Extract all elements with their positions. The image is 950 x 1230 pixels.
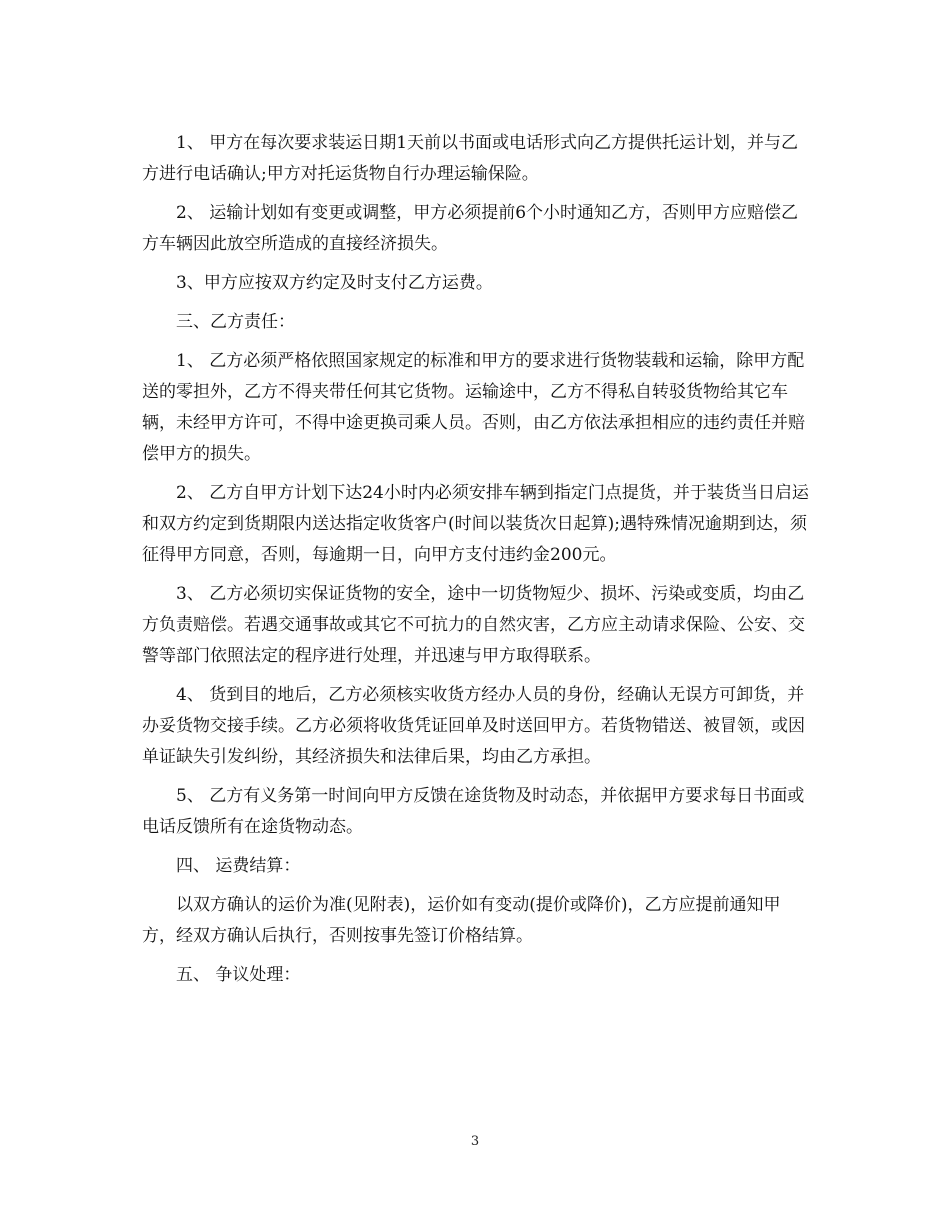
paragraph-receipt-verification: 4、 货到目的地后，乙方必须核实收货方经办人员的身份，经确认无误方可卸货，并办妥货物交接手续。乙方必须将收货凭证回单及时送回甲方。若货物错送、被冒领，或因单证缺失引发纠纷，其经济损失和法律后果，均由乙方承担。 bbox=[142, 685, 805, 767]
paragraph-loading-transport: 1、 乙方必须严格依照国家规定的标准和甲方的要求进行货物装载和运输，除甲方配送的零担外，乙方不得夹带任何其它货物。运输途中，乙方不得私自转驳货物给其它车辆，未经甲方许可，不得中途更换司乘人员。否则，由乙方依法承担相应的违约责任并赔偿甲方的损失。 bbox=[142, 351, 805, 464]
paragraph-rate-basis: 以双方确认的运价为准(见附表)，运价如有变动(提价或降价)，乙方应提前通知甲方，经双方确认后执行，否则按事先签订价格结算。 bbox=[142, 895, 781, 946]
page-number: 3 bbox=[470, 1134, 480, 1149]
paragraph-status-feedback: 5、 乙方有义务第一时间向甲方反馈在途货物及时动态，并依据甲方要求每日书面或电话反馈所有在途货物动态。 bbox=[142, 786, 805, 837]
paragraph-cargo-safety: 3、 乙方必须切实保证货物的安全，途中一切货物短少、损坏、污染或变质，均由乙方负责赔偿。若遇交通事故或其它不可抗力的自然灾害，乙方应主动请求保险、公安、交警等部门依照法定的程序进行处理，并迅速与甲方取得联系。 bbox=[142, 584, 805, 666]
section-heading-party-b-duties: 三、乙方责任： bbox=[176, 312, 295, 332]
section-heading-freight-settlement: 四、 运费结算： bbox=[176, 856, 301, 876]
paragraph-pickup-delivery: 2、 乙方自甲方计划下达24小时内必须安排车辆到指定门点提货，并于装货当日启运和双方约定到货期限内送达指定收货客户(时间以装货次日起算);遇特殊情况逾期到达，须征得甲方同意，否则，每逾期一日，向甲方支付违约金200元。 bbox=[142, 483, 809, 565]
paragraph-payment: 3、甲方应按双方约定及时支付乙方运费。 bbox=[176, 273, 493, 293]
document-body bbox=[142, 128, 812, 999]
paragraph-shipping-plan: 1、 甲方在每次要求装运日期1天前以书面或电话形式向乙方提供托运计划，并与乙方进行电话确认;甲方对托运货物自行办理运输保险。 bbox=[142, 133, 799, 184]
paragraph-plan-change: 2、 运输计划如有变更或调整，甲方必须提前6个小时通知乙方，否则甲方应赔偿乙方车辆因此放空所造成的直接经济损失。 bbox=[142, 203, 799, 254]
section-heading-dispute-resolution: 五、 争议处理： bbox=[176, 965, 301, 985]
